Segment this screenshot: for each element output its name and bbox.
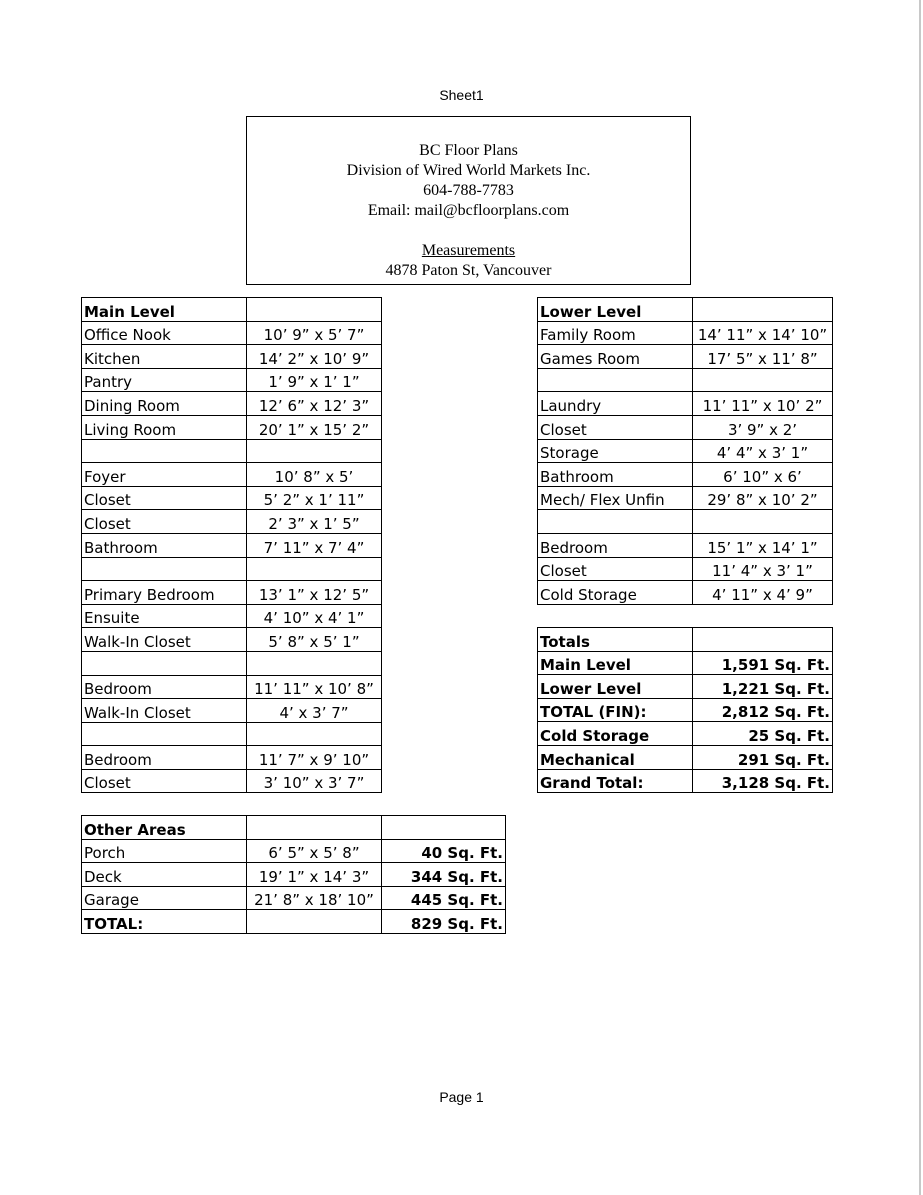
room-name: Living Room (82, 415, 247, 439)
room-name: Mech/ Flex Unfin (538, 486, 693, 510)
room-dimensions: 17’ 5” x 11’ 8” (693, 345, 833, 369)
table-row (82, 533, 382, 557)
table-row (82, 581, 382, 605)
room-name: Games Room (538, 345, 693, 369)
room-dimensions (247, 439, 382, 463)
total-label: Mechanical (538, 745, 693, 769)
table-row (538, 392, 833, 416)
room-name (82, 722, 247, 746)
room-name: Pantry (82, 368, 247, 392)
total-label: TOTAL (FIN): (538, 698, 693, 722)
room-name: Bedroom (82, 675, 247, 699)
email-address: Email: mail@bcfloorplans.com (367, 202, 570, 219)
table-row (538, 557, 833, 581)
room-dimensions: 11’ 4” x 3’ 1” (693, 557, 833, 581)
table-row (82, 651, 382, 675)
room-name: Primary Bedroom (82, 581, 247, 605)
table-row (82, 722, 382, 746)
room-dimensions: 1’ 9” x 1’ 1” (247, 368, 382, 392)
table-row (538, 722, 833, 746)
room-dimensions: 7’ 11” x 7’ 4” (247, 533, 382, 557)
table-row (538, 651, 833, 675)
table-row (538, 463, 833, 487)
room-dimensions: 3’ 9” x 2’ (693, 415, 833, 439)
total-label: Cold Storage (538, 722, 693, 746)
room-name: Kitchen (82, 345, 247, 369)
area-name: Deck (82, 863, 247, 887)
room-name (82, 557, 247, 581)
room-dimensions (693, 368, 833, 392)
page-footer: Page 1 (439, 1089, 484, 1105)
table-row (82, 769, 382, 793)
totals-title: Totals (538, 628, 693, 652)
table-header-row (82, 816, 506, 840)
phone-number: 604-788-7783 (423, 182, 514, 199)
room-dimensions: 11’ 7” x 9’ 10” (247, 746, 382, 770)
table-row (538, 415, 833, 439)
total-label: Grand Total: (538, 769, 693, 793)
empty-cell (693, 298, 833, 322)
room-name: Bathroom (538, 463, 693, 487)
room-name: Storage (538, 439, 693, 463)
table-row (82, 510, 382, 534)
table-row (82, 392, 382, 416)
empty-cell (247, 298, 382, 322)
table-row (82, 486, 382, 510)
sheet-title: Sheet1 (439, 87, 484, 103)
main-level-title: Main Level (82, 298, 247, 322)
table-row (82, 675, 382, 699)
total-value: 291 Sq. Ft. (693, 745, 833, 769)
room-dimensions: 10’ 9” x 5’ 7” (247, 321, 382, 345)
other-areas-title: Other Areas (82, 816, 247, 840)
room-dimensions: 4’ 4” x 3’ 1” (693, 439, 833, 463)
total-value: 2,812 Sq. Ft. (693, 698, 833, 722)
total-row (82, 910, 506, 934)
table-row (82, 368, 382, 392)
total-value: 3,128 Sq. Ft. (693, 769, 833, 793)
table-row (82, 439, 382, 463)
total-value: 25 Sq. Ft. (693, 722, 833, 746)
room-dimensions: 2’ 3” x 1’ 5” (247, 510, 382, 534)
empty-cell (247, 910, 382, 934)
lower-level-title: Lower Level (538, 298, 693, 322)
empty-cell (247, 816, 382, 840)
room-dimensions: 29’ 8” x 10’ 2” (693, 486, 833, 510)
total-label: Main Level (538, 651, 693, 675)
room-name: Bedroom (82, 746, 247, 770)
division-name: Division of Wired World Markets Inc. (346, 162, 591, 179)
total-value: 1,221 Sq. Ft. (693, 675, 833, 699)
table-row (82, 699, 382, 723)
area-sqft: 445 Sq. Ft. (382, 886, 506, 910)
area-dimensions: 21’ 8” x 18’ 10” (247, 886, 382, 910)
room-dimensions: 13’ 1” x 12’ 5” (247, 581, 382, 605)
room-name (82, 439, 247, 463)
room-name: Foyer (82, 463, 247, 487)
area-sqft: 344 Sq. Ft. (382, 863, 506, 887)
property-address: 4878 Paton St, Vancouver (385, 262, 552, 279)
room-dimensions: 14’ 11” x 14’ 10” (693, 321, 833, 345)
room-name (538, 368, 693, 392)
table-row (82, 415, 382, 439)
page-edge (919, 0, 921, 1195)
room-dimensions: 4’ x 3’ 7” (247, 699, 382, 723)
room-name: Closet (82, 510, 247, 534)
company-name: BC Floor Plans (419, 142, 518, 159)
room-dimensions (693, 510, 833, 534)
room-name: Closet (82, 769, 247, 793)
room-dimensions: 3’ 10” x 3’ 7” (247, 769, 382, 793)
table-row (82, 886, 506, 910)
room-name: Dining Room (82, 392, 247, 416)
table-row (538, 769, 833, 793)
room-name: Ensuite (82, 604, 247, 628)
room-dimensions (247, 722, 382, 746)
room-name: Cold Storage (538, 581, 693, 605)
company-header-box (246, 116, 691, 285)
room-name: Bathroom (82, 533, 247, 557)
other-areas-total-label: TOTAL: (82, 910, 247, 934)
table-row (538, 368, 833, 392)
table-row (538, 533, 833, 557)
total-value: 1,591 Sq. Ft. (693, 651, 833, 675)
table-row (82, 557, 382, 581)
room-dimensions: 4’ 10” x 4’ 1” (247, 604, 382, 628)
table-row (82, 863, 506, 887)
room-name (82, 651, 247, 675)
room-dimensions: 15’ 1” x 14’ 1” (693, 533, 833, 557)
table-row (538, 675, 833, 699)
room-dimensions: 10’ 8” x 5’ (247, 463, 382, 487)
table-row (538, 321, 833, 345)
area-dimensions: 6’ 5” x 5’ 8” (247, 839, 382, 863)
room-dimensions: 20’ 1” x 15’ 2” (247, 415, 382, 439)
table-header-row (82, 298, 382, 322)
table-row (538, 581, 833, 605)
room-name: Laundry (538, 392, 693, 416)
table-row (538, 345, 833, 369)
table-row (82, 604, 382, 628)
room-name: Closet (538, 415, 693, 439)
measurements-heading: Measurements (421, 242, 516, 259)
area-dimensions: 19’ 1” x 14’ 3” (247, 863, 382, 887)
room-dimensions: 11’ 11” x 10’ 8” (247, 675, 382, 699)
room-dimensions: 5’ 2” x 1’ 11” (247, 486, 382, 510)
table-row (82, 321, 382, 345)
lower-level-table (537, 297, 833, 605)
room-name: Bedroom (538, 533, 693, 557)
table-row (538, 486, 833, 510)
room-dimensions: 11’ 11” x 10’ 2” (693, 392, 833, 416)
totals-table (537, 627, 833, 793)
total-label: Lower Level (538, 675, 693, 699)
room-name: Office Nook (82, 321, 247, 345)
room-dimensions: 4’ 11” x 4’ 9” (693, 581, 833, 605)
room-dimensions: 12’ 6” x 12’ 3” (247, 392, 382, 416)
table-row (82, 628, 382, 652)
room-dimensions (247, 651, 382, 675)
table-header-row (538, 628, 833, 652)
table-row (82, 345, 382, 369)
room-dimensions: 14’ 2” x 10’ 9” (247, 345, 382, 369)
room-name: Closet (82, 486, 247, 510)
area-sqft: 40 Sq. Ft. (382, 839, 506, 863)
room-name: Family Room (538, 321, 693, 345)
empty-cell (382, 816, 506, 840)
table-row (538, 698, 833, 722)
table-row (82, 463, 382, 487)
room-dimensions: 6’ 10” x 6’ (693, 463, 833, 487)
main-level-table (81, 297, 382, 793)
room-name: Walk-In Closet (82, 628, 247, 652)
table-row (82, 839, 506, 863)
table-row (538, 439, 833, 463)
room-name (538, 510, 693, 534)
empty-cell (693, 628, 833, 652)
area-name: Porch (82, 839, 247, 863)
other-areas-table (81, 815, 506, 934)
table-row (538, 510, 833, 534)
room-dimensions (247, 557, 382, 581)
room-name: Closet (538, 557, 693, 581)
table-row (82, 746, 382, 770)
table-row (538, 745, 833, 769)
room-name: Walk-In Closet (82, 699, 247, 723)
table-header-row (538, 298, 833, 322)
area-name: Garage (82, 886, 247, 910)
room-dimensions: 5’ 8” x 5’ 1” (247, 628, 382, 652)
other-areas-total-value: 829 Sq. Ft. (382, 910, 506, 934)
